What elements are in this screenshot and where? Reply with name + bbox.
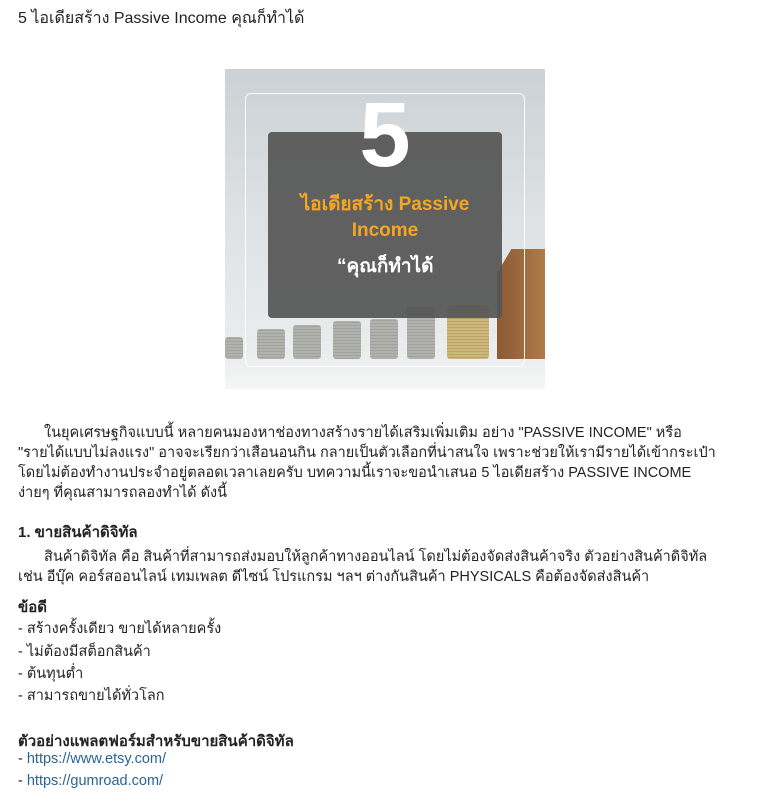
list-dash: - [18, 773, 27, 789]
platform-link-item [18, 751, 166, 767]
gumroad-link[interactable]: https://gumroad.com/ [26, 773, 164, 789]
hero-number: 5 [359, 84, 411, 186]
pros-heading: ข้อดี [18, 599, 48, 616]
hero-image [225, 69, 545, 389]
hero-line-2: Income [351, 220, 419, 241]
article-title: 5 ไอเดียสร้าง Passive Income คุณก็ทำได้ [18, 10, 305, 27]
pros-item: - สร้างครั้งเดียว ขายได้หลายครั้ง [18, 621, 222, 637]
intro-paragraph [18, 423, 740, 503]
intro-line: ง่ายๆ ที่คุณสามารถลองทำได้ ดังนี้ [18, 485, 228, 501]
intro-line: "รายได้แบบไม่ลงแรง" อาจจะเรียกว่าเสือนอนกิน กลายเป็นตัวเลือกที่น่าสนใจ เพราะช่วยให้เรามีรายได้เข้ากระเป๋า [18, 445, 716, 461]
section-description [18, 547, 740, 587]
platform-link-item [18, 773, 163, 789]
platforms-heading: ตัวอย่างแพลตฟอร์มสำหรับขายสินค้าดิจิทัล [18, 733, 294, 750]
pros-item: - ต้นทุนต่ำ [18, 666, 84, 682]
intro-line: ในยุคเศรษฐกิจแบบนี้ หลายคนมองหาช่องทางสร้างรายได้เสริมเพิ่มเติม อย่าง "PASSIVE INCOME" หรือ [44, 425, 682, 441]
etsy-link[interactable]: https://www.etsy.com/ [26, 751, 166, 767]
hero-line-3: “คุณก็ทำได้ [337, 256, 434, 277]
pros-item: - ไม่ต้องมีสต็อกสินค้า [18, 644, 151, 660]
description-line: สินค้าดิจิทัล คือ สินค้าที่สามารถส่งมอบให้ลูกค้าทางออนไลน์ โดยไม่ต้องจัดส่งสินค้าจริง ตัวอย่างสินค้าดิจิทัล [44, 549, 708, 565]
coin-stack [225, 337, 243, 359]
hero-line-1: ไอเดียสร้าง Passive [300, 194, 470, 215]
intro-line: โดยไม่ต้องทำงานประจำอยู่ตลอดเวลาเลยครับ บทความนี้เราจะขอนำเสนอ 5 ไอเดียสร้าง PASSIVE INCOME [18, 465, 692, 481]
list-dash: - [18, 751, 27, 767]
section-heading: 1. ขายสินค้าดิจิทัล [18, 524, 138, 541]
description-line: เช่น อีบุ๊ค คอร์สออนไลน์ เทมเพลต ดีไซน์ โปรแกรม ฯลฯ ต่างกันสินค้า PHYSICALS คือต้องจัดส่งสินค้า [18, 569, 650, 585]
pros-item: - สามารถขายได้ทั่วโลก [18, 688, 165, 704]
